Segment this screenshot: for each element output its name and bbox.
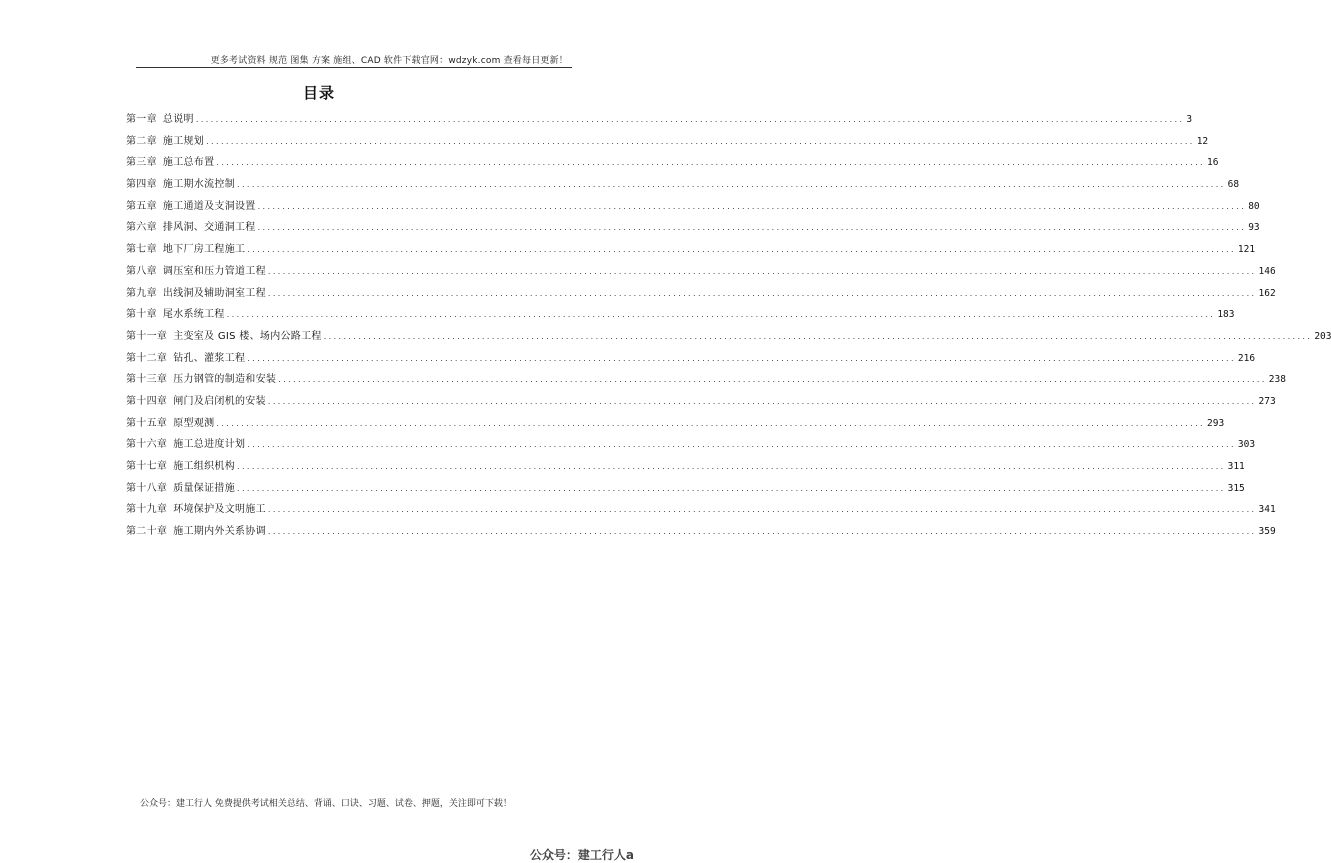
toc-chapter-title: 原型观测 bbox=[173, 417, 215, 429]
toc-dot-leader: ........................................................................................................................................................................................................ bbox=[216, 418, 1205, 428]
toc-chapter-number: 第一章 bbox=[126, 114, 157, 125]
toc-dot-leader: ........................................................................................................................................................................................................ bbox=[237, 462, 1226, 471]
toc-dot-leader: ........................................................................................................................................................................................................ bbox=[267, 505, 1257, 515]
toc-chapter-title: 质量保证措施 bbox=[173, 482, 236, 494]
toc-chapter-number: 第十九章 bbox=[126, 504, 168, 516]
toc-entry[interactable] bbox=[126, 414, 1225, 436]
toc-chapter-number: 第十一章 bbox=[126, 330, 168, 342]
toc-chapter-number: 第四章 bbox=[126, 179, 157, 191]
toc-chapter-number: 第五章 bbox=[126, 200, 157, 212]
toc-page-number: 3 bbox=[1186, 114, 1193, 125]
toc-dot-leader: ........................................................................................................................................................................................................ bbox=[267, 396, 1257, 406]
toc-chapter-title: 钻孔、灌浆工程 bbox=[173, 352, 246, 364]
toc-page-number: 216 bbox=[1237, 352, 1256, 364]
footer-text: 公众号：建工行人 免费提供考试相关总结、背诵、口诀、习题、试卷、押题，关注即可下载！ bbox=[140, 799, 512, 809]
toc-entry[interactable] bbox=[126, 240, 1256, 262]
toc-dot-leader: ........................................................................................................................................................................................................ bbox=[226, 310, 1216, 320]
toc-entry[interactable] bbox=[126, 197, 1260, 219]
toc-dot-leader: ........................................................................................................................................................................................................ bbox=[237, 180, 1226, 190]
toc-chapter-title: 施工组织机构 bbox=[173, 461, 236, 472]
toc-dot-leader: ........................................................................................................................................................................................................ bbox=[267, 266, 1257, 276]
toc-entry[interactable] bbox=[126, 327, 1331, 349]
toc-page-number: 273 bbox=[1258, 395, 1276, 407]
toc-entry[interactable] bbox=[126, 305, 1235, 327]
toc-chapter-title: 闸门及启闭机的安装 bbox=[173, 395, 266, 407]
toc-page-number: 183 bbox=[1217, 309, 1235, 321]
toc-page-number: 146 bbox=[1258, 265, 1276, 277]
toc-chapter-title: 地下厂房工程施工 bbox=[162, 244, 246, 256]
toc-chapter-title: 施工通道及支洞设置 bbox=[162, 200, 256, 212]
toc-page-number: 93 bbox=[1248, 222, 1260, 234]
toc-page-number: 359 bbox=[1258, 526, 1276, 538]
toc-entry[interactable] bbox=[126, 392, 1276, 414]
toc-chapter-number: 第十三章 bbox=[126, 374, 168, 386]
watermark-text: 公众号：建工行人a bbox=[529, 848, 634, 862]
toc-dot-leader: ........................................................................................................................................................................................................ bbox=[257, 223, 1247, 233]
toc-entry[interactable] bbox=[126, 132, 1209, 154]
toc-chapter-title: 出线洞及辅助洞室工程 bbox=[162, 287, 266, 299]
toc-entry[interactable] bbox=[126, 457, 1245, 479]
page-header-text: 更多考试资料 规范 图集 方案 施组、CAD 软件下载官网：wdzyk.com 查看每日更新！ bbox=[210, 56, 568, 66]
toc-dot-leader: ........................................................................................................................................................................................................ bbox=[195, 115, 1185, 124]
toc-dot-leader: ........................................................................................................................................................................................................ bbox=[237, 483, 1226, 493]
toc-chapter-number: 第十二章 bbox=[126, 352, 168, 364]
toc-chapter-title: 尾水系统工程 bbox=[162, 309, 225, 321]
toc-chapter-title: 施工期内外关系协调 bbox=[173, 526, 266, 538]
toc-chapter-title: 环境保护及文明施工 bbox=[173, 504, 266, 516]
toc-dot-leader: ........................................................................................................................................................................................................ bbox=[267, 527, 1257, 537]
toc-dot-leader: ........................................................................................................................................................................................................ bbox=[206, 136, 1195, 146]
toc-entry[interactable] bbox=[126, 110, 1193, 132]
toc-chapter-title: 压力钢管的制造和安装 bbox=[173, 374, 277, 386]
toc-chapter-title: 主变室及 GIS 楼、场内公路工程 bbox=[173, 330, 322, 342]
toc-chapter-number: 第九章 bbox=[126, 287, 157, 299]
toc-chapter-number: 第二十章 bbox=[126, 526, 168, 538]
header-divider bbox=[136, 67, 572, 68]
toc-page-number: 341 bbox=[1258, 504, 1276, 516]
toc-dot-leader: ........................................................................................................................................................................................................ bbox=[247, 353, 1236, 363]
toc-chapter-number: 第六章 bbox=[126, 222, 157, 234]
toc-title: 目录 bbox=[302, 84, 335, 102]
toc-chapter-title: 施工总布置 bbox=[162, 157, 215, 169]
toc-entry[interactable] bbox=[126, 262, 1276, 284]
toc-page-number: 162 bbox=[1258, 287, 1276, 299]
toc-chapter-number: 第十四章 bbox=[126, 395, 168, 407]
toc-entry[interactable] bbox=[126, 500, 1276, 522]
toc-page-number: 80 bbox=[1248, 200, 1260, 212]
toc-chapter-number: 第十章 bbox=[126, 309, 157, 321]
toc-page-number: 315 bbox=[1227, 482, 1245, 494]
toc-chapter-title: 施工总进度计划 bbox=[173, 439, 246, 451]
toc-entry[interactable] bbox=[126, 479, 1245, 501]
toc-dot-leader: ........................................................................................................................................................................................................ bbox=[278, 375, 1267, 385]
toc-page-number: 203 bbox=[1314, 330, 1331, 342]
toc-dot-leader: ........................................................................................................................................................................................................ bbox=[216, 158, 1205, 168]
toc-entry[interactable] bbox=[126, 370, 1286, 392]
toc-chapter-number: 第十五章 bbox=[126, 417, 168, 429]
toc-page-number: 16 bbox=[1207, 157, 1219, 169]
toc-dot-leader: ........................................................................................................................................................................................................ bbox=[267, 288, 1257, 298]
toc-dot-leader: ........................................................................................................................................................................................................ bbox=[257, 201, 1247, 211]
toc-entry[interactable] bbox=[126, 435, 1256, 457]
toc-chapter-title: 施工期水流控制 bbox=[162, 179, 236, 191]
toc-page-number: 12 bbox=[1196, 135, 1209, 147]
toc-page-number: 311 bbox=[1227, 461, 1245, 472]
toc-entry[interactable] bbox=[126, 349, 1256, 371]
toc-page-number: 121 bbox=[1237, 244, 1256, 256]
toc-entry[interactable] bbox=[126, 218, 1260, 240]
toc-chapter-number: 第十六章 bbox=[126, 439, 168, 451]
toc-chapter-number: 第三章 bbox=[126, 157, 157, 169]
toc-chapter-title: 排风洞、交通洞工程 bbox=[162, 222, 256, 234]
toc-chapter-title: 施工规划 bbox=[162, 135, 205, 147]
toc-entry[interactable] bbox=[126, 522, 1276, 544]
toc-page-number: 68 bbox=[1227, 179, 1240, 191]
toc-chapter-number: 第十八章 bbox=[126, 482, 168, 494]
toc-page-number: 303 bbox=[1237, 439, 1256, 451]
toc-entry[interactable] bbox=[126, 284, 1276, 306]
table-of-contents bbox=[126, 110, 1331, 544]
toc-dot-leader: ........................................................................................................................................................................................................ bbox=[247, 440, 1236, 450]
toc-entry[interactable] bbox=[126, 175, 1240, 197]
toc-dot-leader: ........................................................................................................................................................................................................ bbox=[247, 245, 1236, 255]
toc-chapter-title: 总说明 bbox=[162, 114, 194, 125]
toc-chapter-title: 调压室和压力管道工程 bbox=[162, 265, 266, 277]
toc-chapter-number: 第八章 bbox=[126, 265, 157, 277]
toc-entry[interactable] bbox=[126, 153, 1219, 175]
toc-dot-leader: ........................................................................................................................................................................................................ bbox=[323, 331, 1313, 341]
toc-chapter-number: 第十七章 bbox=[126, 461, 168, 472]
toc-page-number: 238 bbox=[1268, 374, 1286, 386]
toc-chapter-number: 第二章 bbox=[126, 135, 157, 147]
toc-page-number: 293 bbox=[1207, 417, 1225, 429]
toc-chapter-number: 第七章 bbox=[126, 244, 157, 256]
